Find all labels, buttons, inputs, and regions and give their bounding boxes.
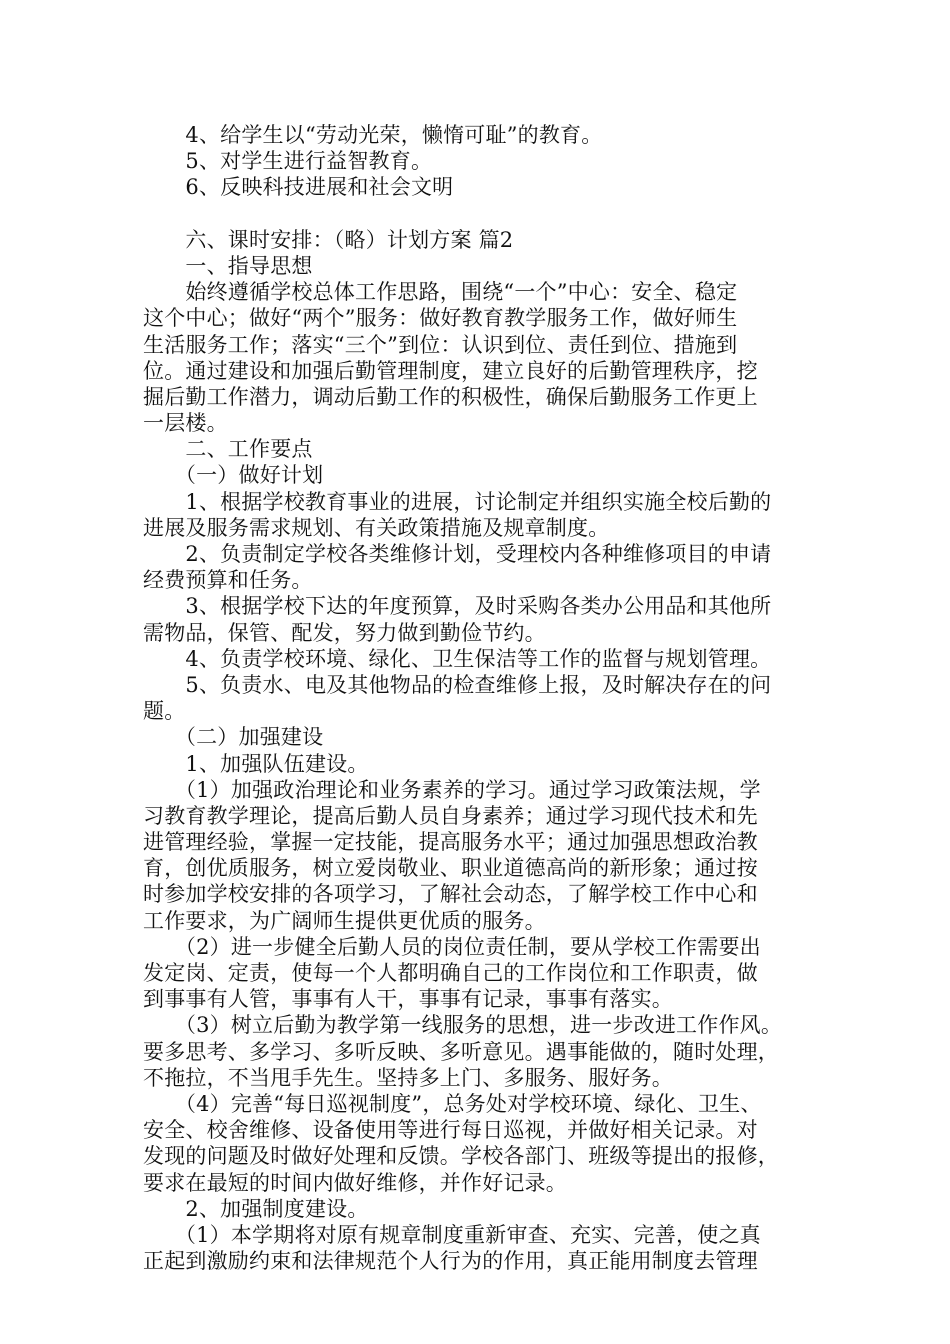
text-line: 始终遵循学校总体工作思路，围绕“一个”中心：安全、稳定: [143, 280, 738, 305]
text-line: 二、工作要点: [143, 437, 313, 462]
text-line: 育，创优质服务，树立爱岗敬业、职业道德高尚的新形象；通过按: [143, 856, 758, 881]
text-line: （1）加强政治理论和业务素养的学习。通过学习政策法规，学: [143, 777, 761, 802]
text-line: 经费预算和任务。: [143, 568, 313, 593]
text-line: 1、加强队伍建设。: [143, 751, 369, 776]
text-line: （3）树立后勤为教学第一线服务的思想，进一步改进工作作风。: [143, 1013, 783, 1038]
text-line: 4、负责学校环境、绿化、卫生保洁等工作的监督与规划管理。: [143, 646, 772, 671]
text-line: 3、根据学校下达的年度预算，及时采购各类办公用品和其他所: [143, 594, 772, 619]
document-body: [143, 122, 818, 1274]
text-line: 进管理经验，掌握一定技能，提高服务水平；通过加强思想政治教: [143, 830, 758, 855]
text-line: 进展及服务需求规划、有关政策措施及规章制度。: [143, 515, 610, 540]
text-line: 4、给学生以“劳动光荣，懒惰可耻”的教育。: [143, 123, 603, 147]
text-line: （4）完善“每日巡视制度”，总务处对学校环境、绿化、卫生、: [143, 1091, 762, 1116]
text-line: 位。通过建设和加强后勤管理制度，建立良好的后勤管理秩序，挖: [143, 358, 758, 383]
text-line: 生活服务工作；落实“三个”到位：认识到位、责任到位、措施到: [143, 332, 738, 357]
text-line: 到事事有人管，事事有人干，事事有记录，事事有落实。: [143, 987, 673, 1012]
text-line: （2）进一步健全后勤人员的岗位责任制，要从学校工作需要出: [143, 934, 761, 959]
text-line: 5、对学生进行益智教育。: [143, 149, 433, 174]
text-line: 题。: [143, 699, 186, 724]
text-line: 六、课时安排：（略）计划方案 篇2: [143, 227, 514, 252]
text-line: （1）本学期将对原有规章制度重新审查、充实、完善，使之真: [143, 1222, 761, 1247]
text-line: 要多思考、多学习、多听反映、多听意见。遇事能做的，随时处理，: [143, 1039, 779, 1064]
text-line: 掘后勤工作潜力，调动后勤工作的积极性，确保后勤服务工作更上: [143, 384, 758, 409]
text-line: 一、指导思想: [143, 253, 313, 278]
text-line: 正起到激励约束和法律规范个人行为的作用，真正能用制度去管理: [143, 1249, 758, 1274]
text-line: （一）做好计划: [143, 463, 324, 488]
blank-line: [143, 201, 818, 227]
text-line: 发定岗、定责，使每一个人都明确自己的工作岗位和工作职责，做: [143, 961, 758, 985]
text-line: 工作要求，为广阔师生提供更优质的服务。: [143, 908, 546, 933]
text-line: 安全、校舍维修、设备使用等进行每日巡视，并做好相关记录。对: [143, 1118, 758, 1143]
text-line: 5、负责水、电及其他物品的检查维修上报，及时解决存在的问: [143, 672, 772, 697]
text-line: 这个中心；做好“两个”服务：做好教育教学服务工作，做好师生: [143, 306, 738, 331]
text-line: 要求在最短的时间内做好维修，并作好记录。: [143, 1170, 567, 1195]
text-line: 2、加强制度建设。: [143, 1196, 369, 1221]
text-line: 时参加学校安排的各项学习，了解社会动态，了解学校工作中心和: [143, 882, 758, 907]
text-line: 一层楼。: [143, 411, 228, 436]
text-line: 不拖拉，不当甩手先生。坚持多上门、多服务、服好务。: [143, 1065, 673, 1090]
text-line: 1、根据学校教育事业的进展，讨论制定并组织实施全校后勤的: [143, 489, 772, 514]
text-line: 习教育教学理论，提高后勤人员自身素养；通过学习现代技术和先: [143, 803, 758, 828]
text-line: 6、反映科技进展和社会文明: [143, 175, 454, 200]
text-line: （二）加强建设: [143, 725, 324, 750]
text-line: 2、负责制定学校各类维修计划，受理校内各种维修项目的申请: [143, 542, 772, 566]
text-line: 需物品，保管、配发，努力做到勤俭节约。: [143, 620, 546, 645]
text-line: 发现的问题及时做好处理和反馈。学校各部门、班级等提出的报修，: [143, 1144, 779, 1169]
